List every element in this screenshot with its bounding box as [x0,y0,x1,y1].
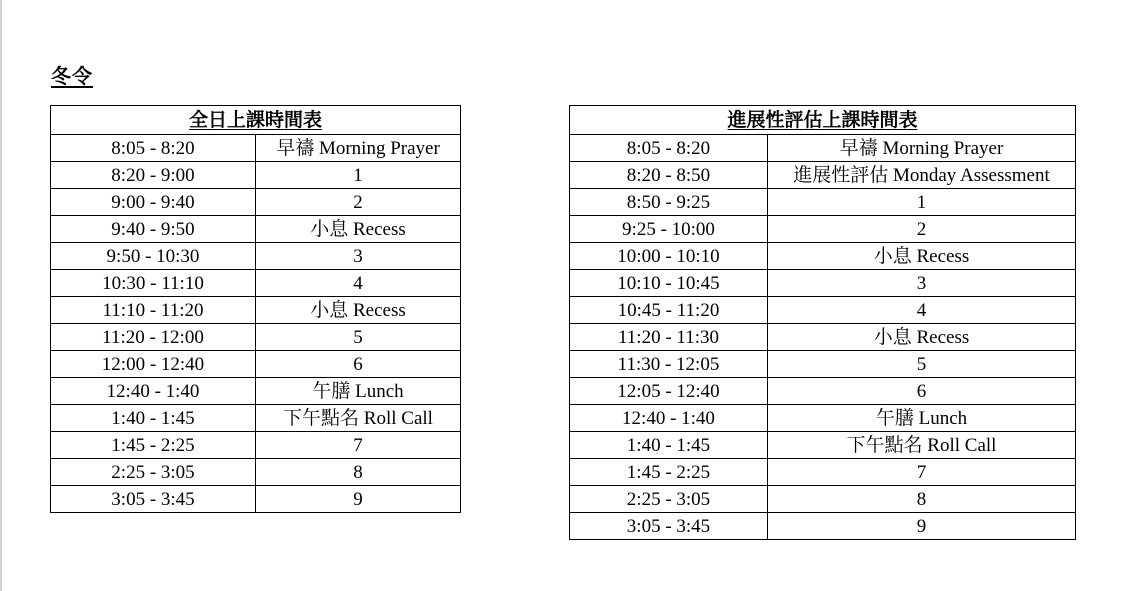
period-cell: 午膳 Lunch [768,405,1076,432]
season-title: 冬令 [51,66,93,88]
time-cell: 12:00 - 12:40 [51,351,256,378]
period-cell: 早禱 Morning Prayer [768,135,1076,162]
table-row [51,135,461,162]
time-cell: 10:45 - 11:20 [570,297,768,324]
table-row [51,162,461,189]
period-cell: 下午點名 Roll Call [768,432,1076,459]
period-cell: 4 [768,297,1076,324]
time-cell: 8:20 - 8:50 [570,162,768,189]
period-cell: 進展性評估 Monday Assessment [768,162,1076,189]
period-cell: 2 [768,216,1076,243]
time-cell: 12:40 - 1:40 [570,405,768,432]
period-cell: 9 [256,486,461,513]
time-cell: 8:50 - 9:25 [570,189,768,216]
table-row [51,405,461,432]
time-cell: 2:25 - 3:05 [51,459,256,486]
period-cell: 6 [256,351,461,378]
period-cell: 1 [768,189,1076,216]
period-cell: 5 [768,351,1076,378]
period-cell: 下午點名 Roll Call [256,405,461,432]
table-row [570,432,1076,459]
table-row [570,189,1076,216]
table-row [570,297,1076,324]
time-cell: 10:30 - 11:10 [51,270,256,297]
time-cell: 8:05 - 8:20 [51,135,256,162]
period-cell: 5 [256,324,461,351]
period-cell: 9 [768,513,1076,540]
table-row [51,189,461,216]
time-cell: 10:10 - 10:45 [570,270,768,297]
period-cell: 小息 Recess [256,297,461,324]
time-cell: 12:40 - 1:40 [51,378,256,405]
time-cell: 11:30 - 12:05 [570,351,768,378]
time-cell: 11:20 - 11:30 [570,324,768,351]
period-cell: 小息 Recess [768,324,1076,351]
table-row [570,405,1076,432]
period-cell: 小息 Recess [256,216,461,243]
time-cell: 1:40 - 1:45 [570,432,768,459]
time-cell: 10:00 - 10:10 [570,243,768,270]
table-row [570,513,1076,540]
time-cell: 9:00 - 9:40 [51,189,256,216]
table-row [51,243,461,270]
table-row [51,486,461,513]
time-cell: 8:20 - 9:00 [51,162,256,189]
period-cell: 3 [256,243,461,270]
time-cell: 8:05 - 8:20 [570,135,768,162]
table-row [51,324,461,351]
table-row [570,351,1076,378]
time-cell: 9:50 - 10:30 [51,243,256,270]
table-row [51,459,461,486]
table-row [51,297,461,324]
period-cell: 8 [256,459,461,486]
table-row [570,378,1076,405]
table-row [570,243,1076,270]
page-edge [0,0,2,591]
table-row [51,351,461,378]
period-cell: 4 [256,270,461,297]
period-cell: 午膳 Lunch [256,378,461,405]
table-row [570,270,1076,297]
table-row [51,216,461,243]
table-row [570,459,1076,486]
assessment-timetable-title: 進展性評估上課時間表 [570,106,1076,135]
time-cell: 2:25 - 3:05 [570,486,768,513]
period-cell: 早禱 Morning Prayer [256,135,461,162]
period-cell: 1 [256,162,461,189]
time-cell: 1:40 - 1:45 [51,405,256,432]
time-cell: 3:05 - 3:45 [51,486,256,513]
table-row [570,135,1076,162]
time-cell: 11:20 - 12:00 [51,324,256,351]
period-cell: 6 [768,378,1076,405]
time-cell: 1:45 - 2:25 [51,432,256,459]
assessment-timetable [569,105,1076,540]
period-cell: 8 [768,486,1076,513]
time-cell: 3:05 - 3:45 [570,513,768,540]
period-cell: 2 [256,189,461,216]
full-day-timetable [50,105,461,513]
period-cell: 7 [768,459,1076,486]
table-row [51,270,461,297]
table-row [570,162,1076,189]
table-row [570,324,1076,351]
time-cell: 9:25 - 10:00 [570,216,768,243]
full-day-timetable-title: 全日上課時間表 [51,106,461,135]
table-row [570,486,1076,513]
time-cell: 9:40 - 9:50 [51,216,256,243]
time-cell: 1:45 - 2:25 [570,459,768,486]
time-cell: 11:10 - 11:20 [51,297,256,324]
time-cell: 12:05 - 12:40 [570,378,768,405]
table-row [51,432,461,459]
table-row [51,378,461,405]
period-cell: 7 [256,432,461,459]
period-cell: 3 [768,270,1076,297]
table-row [570,216,1076,243]
period-cell: 小息 Recess [768,243,1076,270]
